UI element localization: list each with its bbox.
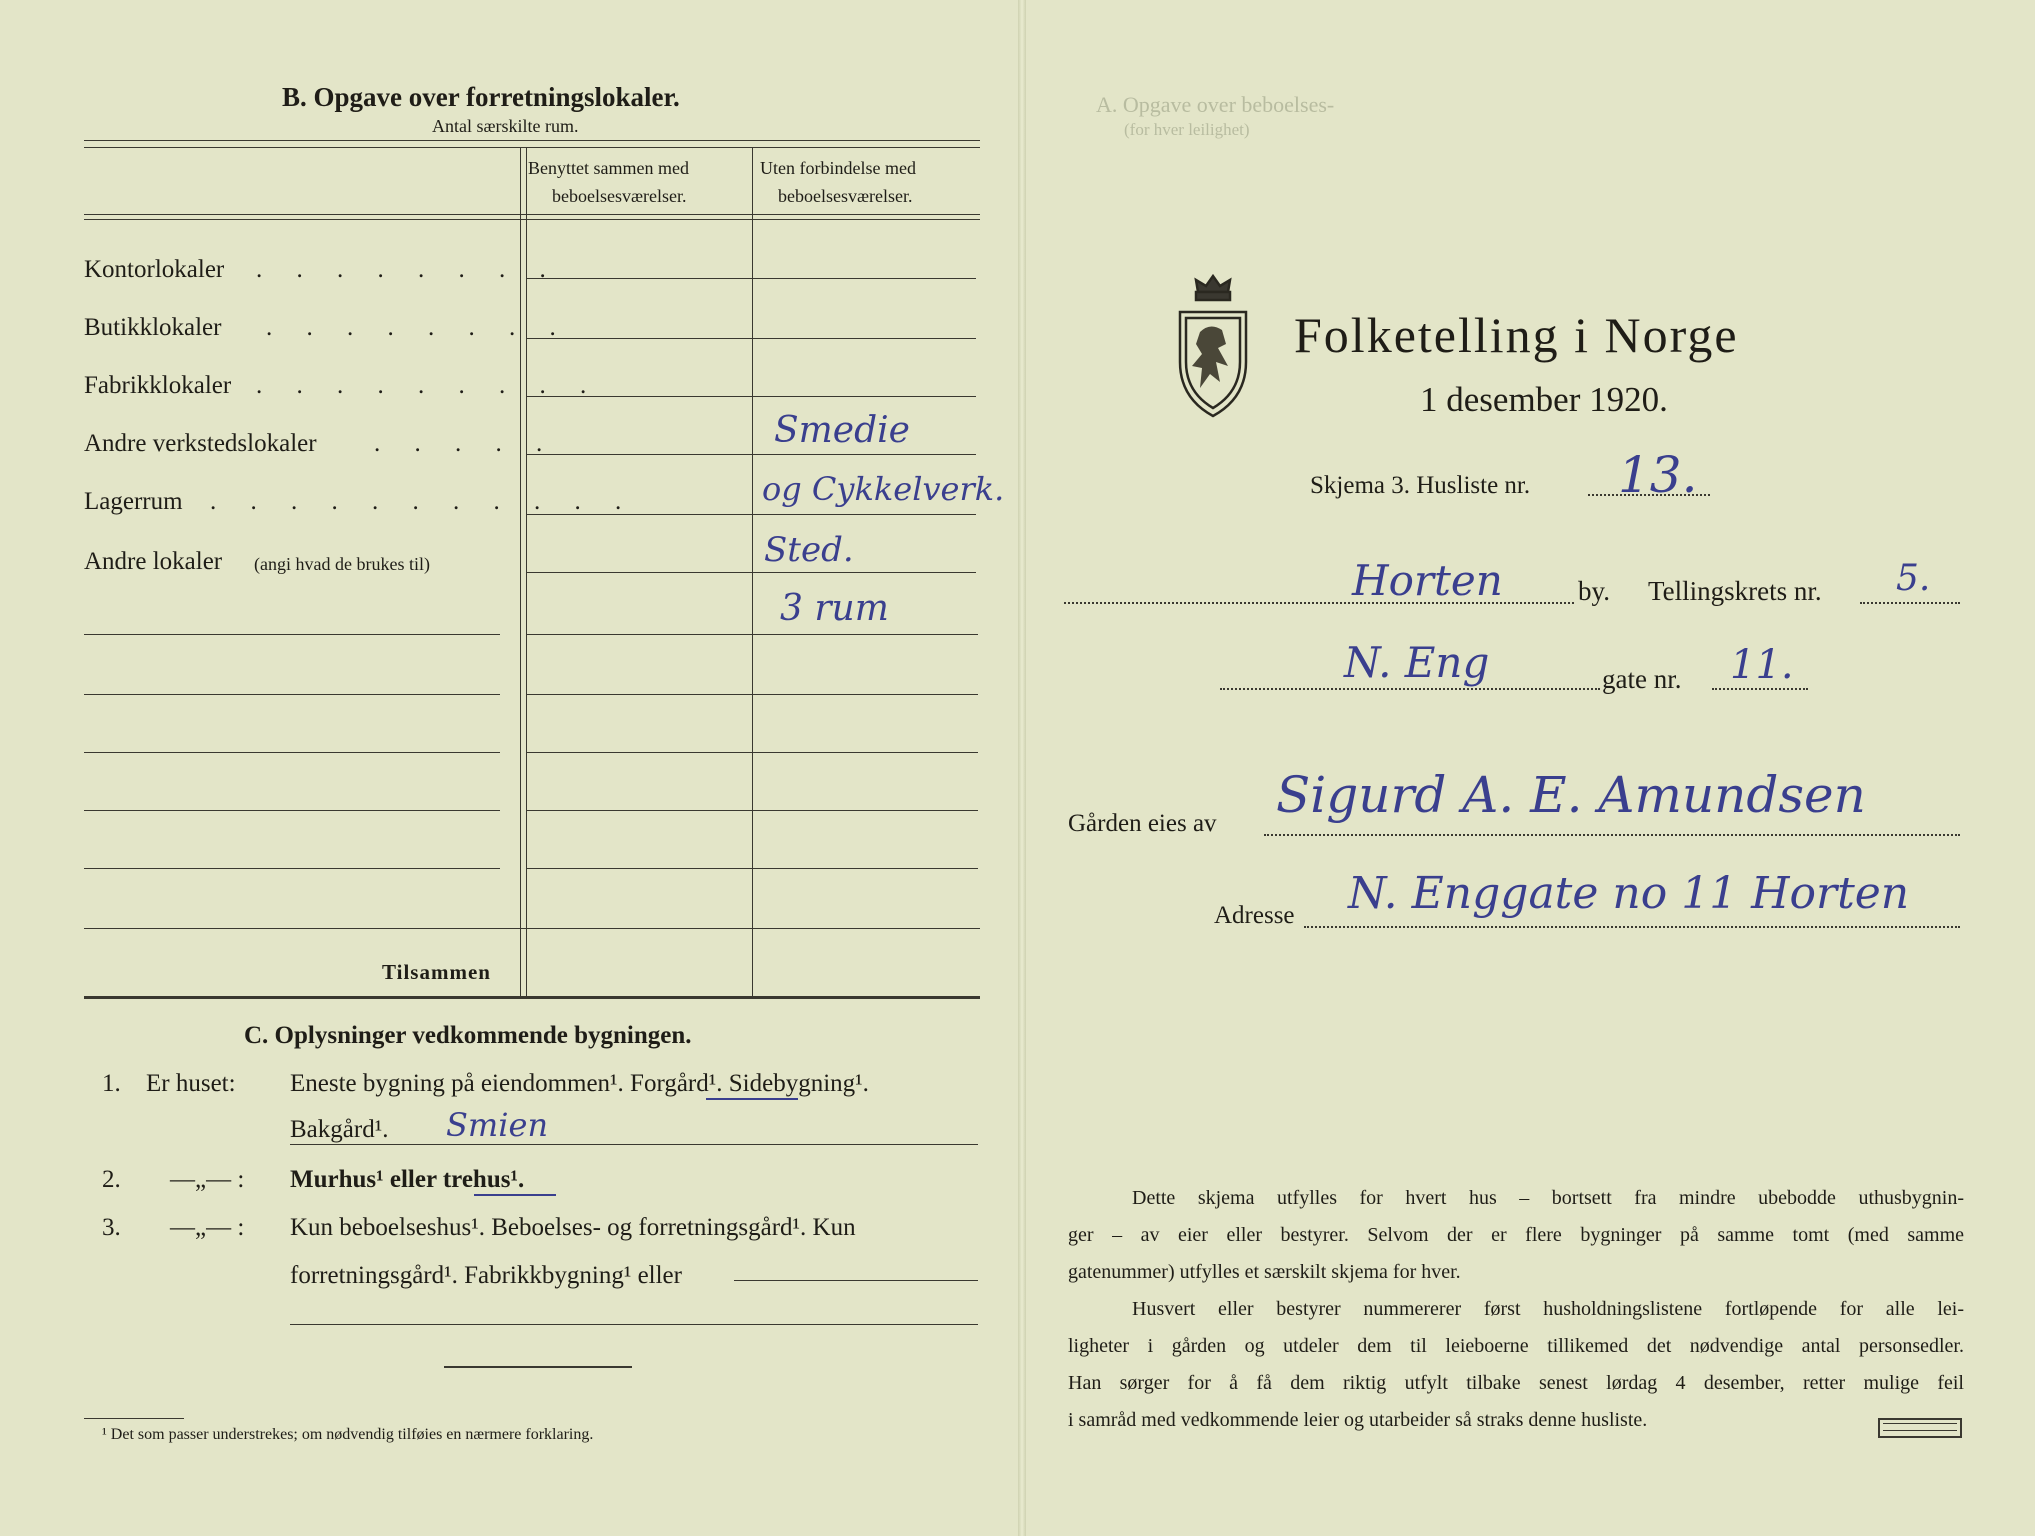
adresse-label: Adresse bbox=[1214, 902, 1295, 929]
tellingskrets-nr-value[interactable]: 5. bbox=[1896, 558, 1931, 599]
total-rule bbox=[84, 928, 980, 929]
footnote: ¹ Det som passer understrekes; om nødvendig tilføies en nærmere forklaring. bbox=[102, 1426, 594, 1443]
adresse-value[interactable]: N. Enggate no 11 Horten bbox=[1348, 868, 1910, 919]
row-label-kontorlokaler: Kontorlokaler bbox=[84, 256, 225, 283]
row-rule bbox=[526, 338, 976, 339]
by-line bbox=[1064, 602, 1574, 604]
by-label: by. bbox=[1578, 576, 1610, 606]
row-note-andre-lokaler: (angi hvad de brukes til) bbox=[254, 554, 430, 574]
row-leader-dots: . . . . . . . . . bbox=[256, 372, 601, 399]
section-b-subtitle: Antal særskilte rum. bbox=[432, 116, 579, 136]
item3-text: Kun beboelseshus¹. Beboelses- og forretningsgård¹. Kun bbox=[290, 1214, 856, 1241]
gate-nr-value[interactable]: 11. bbox=[1730, 642, 1794, 688]
instructions-line: Han sørger for å få dem riktig utfylt tilbake senest lørdag 4 desember, retter mulige feil bbox=[1068, 1372, 1964, 1394]
rule bbox=[84, 140, 980, 141]
adresse-line bbox=[1304, 926, 1960, 928]
eier-line bbox=[1264, 834, 1960, 836]
page-fold bbox=[1018, 0, 1026, 1536]
item3-number: 3. bbox=[102, 1214, 121, 1241]
footnote-rule bbox=[84, 1418, 184, 1419]
trehus-underline bbox=[474, 1194, 556, 1196]
row-leader-dots: . . . . . . . . bbox=[256, 256, 560, 283]
instructions-line: Husvert eller bestyrer nummererer først husholdningslistene fortløpende for alle lei- bbox=[1132, 1298, 1964, 1320]
gate-nr-line bbox=[1712, 688, 1808, 690]
item1-label: Er huset: bbox=[146, 1070, 236, 1097]
col1-header-line1: Benyttet sammen med bbox=[528, 158, 689, 178]
answer-rule bbox=[290, 1324, 978, 1325]
instructions-line: Dette skjema utfylles for hvert hus – bortsett fra mindre ubebodde uthusbygnin- bbox=[1132, 1187, 1964, 1209]
census-date: 1 desember 1920. bbox=[1420, 380, 1668, 419]
by-value[interactable]: Horten bbox=[1352, 556, 1503, 605]
col1-header-line2: beboelsesværelser. bbox=[552, 186, 687, 206]
gate-value[interactable]: N. Eng bbox=[1344, 638, 1490, 687]
item2-number: 2. bbox=[102, 1166, 121, 1193]
column-divider bbox=[752, 148, 753, 998]
row-rule bbox=[526, 634, 978, 635]
answer-rule bbox=[734, 1280, 978, 1281]
instructions-paragraph-2 bbox=[1068, 1291, 1964, 1439]
row-label-butikklokaler: Butikklokaler bbox=[84, 314, 222, 341]
handwritten-smedie: Smedie bbox=[774, 410, 910, 451]
col2-header-line2: beboelsesværelser. bbox=[778, 186, 913, 206]
schema-label: Skjema 3. Husliste nr. bbox=[1310, 472, 1531, 499]
instructions-line: ger – av eier eller bestyrer. Selvom der er flere bygninger på samme tomt (med samme bbox=[1068, 1224, 1964, 1246]
rule bbox=[84, 214, 980, 215]
row-rule bbox=[526, 396, 976, 397]
handwritten-sted: Sted. bbox=[764, 530, 854, 570]
rule bbox=[84, 147, 980, 148]
row-rule bbox=[84, 810, 500, 811]
item1-number: 1. bbox=[102, 1070, 121, 1097]
row-leader-dots: . . . . . . . . bbox=[266, 314, 570, 341]
row-rule bbox=[526, 572, 976, 573]
gate-label: gate nr. bbox=[1602, 664, 1682, 694]
tellingskrets-label: Tellingskrets nr. bbox=[1648, 576, 1822, 606]
row-leader-dots: . . . . . . . . . . . bbox=[210, 488, 636, 515]
row-rule bbox=[526, 810, 978, 811]
printer-stamp bbox=[1878, 1418, 1962, 1438]
section-b-title: B. Opgave over forretningslokaler. bbox=[282, 82, 680, 112]
total-bottom-rule bbox=[84, 996, 980, 999]
row-label-lagerrum: Lagerrum bbox=[84, 488, 183, 515]
row-label-andre-verkstedslokaler: Andre verkstedslokaler bbox=[84, 430, 317, 457]
item1-text: Eneste bygning på eiendommen¹. Forgård¹. Sidebygning¹. bbox=[290, 1070, 869, 1097]
rule bbox=[84, 219, 980, 220]
item3-label: —„— : bbox=[170, 1214, 245, 1241]
bleed-through-text: (for hver leilighet) bbox=[1124, 120, 1250, 139]
forgard-underline bbox=[706, 1098, 798, 1100]
form-title: Folketelling i Norge bbox=[1294, 307, 1739, 363]
instructions-paragraph-1 bbox=[1068, 1180, 1964, 1291]
bleed-through-text: A. Opgave over beboelses- bbox=[1096, 92, 1335, 117]
eier-label: Gården eies av bbox=[1068, 810, 1217, 837]
row-rule bbox=[84, 634, 500, 635]
item2-label: —„— : bbox=[170, 1166, 245, 1193]
husliste-nr-value[interactable]: 13. bbox=[1618, 446, 1698, 504]
col2-header-line1: Uten forbindelse med bbox=[760, 158, 916, 178]
row-rule bbox=[526, 752, 978, 753]
row-rule bbox=[84, 752, 500, 753]
row-rule bbox=[526, 868, 978, 869]
handwritten-3-rum: 3 rum bbox=[780, 588, 889, 629]
row-leader-dots: . . . . . bbox=[374, 430, 557, 457]
item3-text2: forretningsgård¹. Fabrikkbygning¹ eller bbox=[290, 1262, 682, 1289]
instructions-line: i samråd med vedkommende leier og utarbeider så straks denne husliste. bbox=[1068, 1409, 1648, 1431]
row-rule bbox=[84, 694, 500, 695]
instructions-line: ligheter i gården og utdeler dem til leieboerne tillikemed det nødvendige antal personsedler. bbox=[1068, 1335, 1964, 1357]
section-end-rule bbox=[444, 1366, 632, 1368]
handwritten-smien: Smien bbox=[446, 1106, 549, 1144]
row-rule bbox=[526, 694, 978, 695]
row-rule bbox=[84, 868, 500, 869]
handwritten-cykkelverk: og Cykkelverk. bbox=[762, 470, 1005, 508]
row-rule bbox=[526, 454, 976, 455]
row-rule bbox=[526, 278, 976, 279]
answer-rule bbox=[290, 1144, 978, 1145]
eier-value[interactable]: Sigurd A. E. Amundsen bbox=[1276, 766, 1866, 824]
total-label: Tilsammen bbox=[382, 960, 491, 984]
section-c-title: C. Oplysninger vedkommende bygningen. bbox=[244, 1022, 692, 1049]
instructions-line: gatenummer) utfylles et særskilt skjema for hver. bbox=[1068, 1261, 1461, 1283]
tellingskrets-line bbox=[1860, 602, 1960, 604]
row-label-andre-lokaler: Andre lokaler bbox=[84, 548, 223, 575]
gate-line bbox=[1220, 688, 1600, 690]
item1-text2: Bakgård¹. bbox=[290, 1116, 389, 1143]
item2-text: Murhus¹ eller trehus¹. bbox=[290, 1166, 525, 1193]
row-rule bbox=[526, 514, 976, 515]
row-label-fabrikklokaler: Fabrikklokaler bbox=[84, 372, 232, 399]
coat-of-arms-icon bbox=[1170, 270, 1256, 420]
